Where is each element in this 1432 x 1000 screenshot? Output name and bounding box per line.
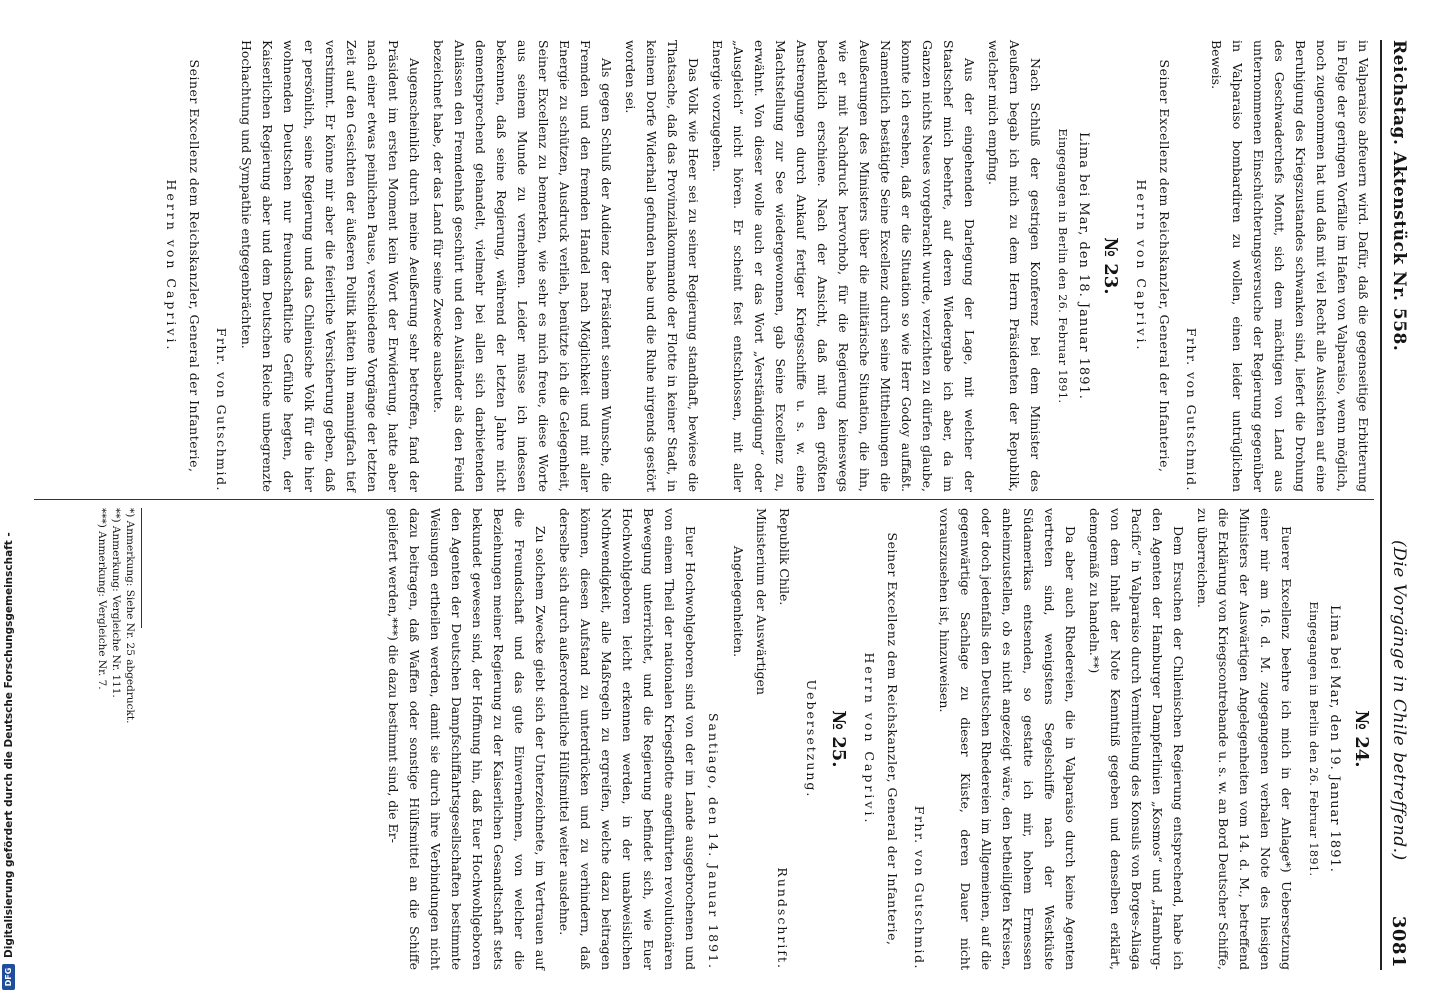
document-number: № 25. xyxy=(828,710,849,768)
circular-label: Rundschrift. xyxy=(775,867,790,970)
paragraph: Da aber auch Rhedereien, die in Valparaiso durch keine Agenten vertreten sind, wenigstens Segelschiffe nach der Westküste Südamerikas entsenden, so gestatte ich mir, hohem Ermessen anheimzustellen, ob es nicht angezeigt wäre, den betheiligten Kreisen, oder doch jedenfalls den Deutschen Rhedereien im Allgemeinen, auf die gegenwärtige Sachlage zu dieser Küste, deren Dauer nicht vorauszusehen ist, hinzuweisen. xyxy=(937,508,1078,970)
footnote: ***) Anmerkung: Vergleiche Nr. 7. xyxy=(96,508,108,690)
paragraph: Aus der eingehenden Darlegung der Lage, mit welcher der Staatschef mich beehrte, auf deren Wiedergabe ich aber, da im Ganzen nichts Neues vorgebracht wurde, verzichten zu dürfen glaube, konnte ich ersehen, daß er die Situation so wie Herr Godoy auffaßt. Namentlich bestätigte Seine Excellenz durch seine Mittheilungen die Aeußerungen des Ministers über die militärische Situation, die ihn, wie er mit Nachdruck hervorhob, für die Regierung keineswegs bedenklich erschiene. Nach der Ansicht, daß mit den größten Anstrengungen durch Ankauf fertiger Kriegsschiffe u. s. w. eine Machtstellung zur See wiedergewonnen, gab Seine Excellenz zu, erwähnt. Von dieser wolle auch er das Wort „Verständigung“ oder „Ausgleich“ nicht hören. Er scheint fest entschlossen, mit aller Energie vorzugehen. xyxy=(710,40,977,492)
right-column xyxy=(380,508,1374,970)
footnote: **) Anmerkung: Vergleiche Nr. 111. xyxy=(110,508,122,698)
paragraph: Nach Schluß der gestrigen Konferenz bei dem Minister des Aeußern begab ich mich zu dem Herrn Präsidenten der Republik, welcher mich empfing. xyxy=(986,40,1043,492)
letterhead xyxy=(726,508,795,970)
paragraph: Euerer Excellenz beehre ich mich in der Anlage*) Uebersetzung einer mir am 16. d. M. zugegangenen verbalen Note des hiesigen Ministers der Auswärtigen Angelegenheiten vom 14. d. M., betreffend die Erklärung von Kriegscontrebande u. s. w. an Bord Deutscher Schiffe, zu überreichen. xyxy=(1195,508,1294,970)
paragraph: Als gegen Schluß der Audienz der Präsident seinem Wunsche, die Fremden und den fremden Handel nach Möglichkeit und mit aller Energie zu schützen, Ausdruck verlieh, benützte ich die Gelegenheit, Seiner Excellenz zu bemerken, wie sehr es mich freue, diese Worte aus seinem Munde zu vernehmen. Leider müsse ich indessen bekennen, daß seine Regierung, während der letzten Jahre nicht dementsprechend gehandelt, vielmehr bei allen sich darbietenden Anlässen den Fremdenhaß geschürt und den Ausländer als den Feind bezeichnet habe, der das Land für seine Zwecke ausbeute. xyxy=(431,40,614,492)
paragraph: in Valparaiso abfeuern wird. Dafür, daß die gegenseitige Erbitterung in Folge der geringen Vorfälle im Hafen von Valparaiso, wenn möglich, noch zugenommen hat und daß mit viel Recht alle Aussichten auf eine Beruhigung des Kriegszustandes schwanken sind, liefert die Drohung des Geschwaderchefs Montt, sich dem mächtigen von Land aus unternommenen Einschüchterungsversuche der Regierung gegenüber in Valparaiso bombardiren zu wollen, einen leider untrüglichen Beweis. xyxy=(1209,40,1371,492)
document-number: № 24. xyxy=(1351,710,1372,768)
footnote: *) Anmerkung: Siehe Nr. 25 abgedruckt. xyxy=(124,508,136,724)
digitization-credit xyxy=(0,0,20,1000)
ministry-label: Ministerium der Auswärtigen xyxy=(754,508,769,695)
section-heading: Uebersetzung. xyxy=(804,679,819,799)
signature: Frhr. von Gutschmid. xyxy=(1184,327,1199,492)
paragraph: Dem Ersuchen der Chilenischen Regierung entsprechend, habe ich den Agenten der Hamburger Dampferlinien „Kosmos“ und „Hamburg-Pacific“ in Valparaiso durch Vermittelung des Konsuls von Borges-Aliaga von dem Inhalt der Note Kenntniß gegeben und denselben erklärt, demgemäß zu handeln.**) xyxy=(1087,508,1186,970)
addressee: Seiner Excellenz dem Reichskanzler, General der Infanterie, xyxy=(187,59,202,473)
dateline: Lima bei Mar, den 18. Januar 1891. xyxy=(1076,132,1091,400)
running-head-subject: (Die Vorgänge in Chile betreffend.) xyxy=(1389,540,1409,861)
signature: Frhr. von Gutschmid. xyxy=(214,327,229,492)
addressee-name: Herrn von Caprivi. xyxy=(164,179,179,353)
paragraph: Euer Hochwohlgeboren sind von der im Lande ausgebrochenen und von einem Theil der nationalen Kriegsflotte angeführten revolutionären Bewegung unterrichtet, und die Regierung befindet sich, wie Euer Hochwohlgeboren leicht erkennen werden, in der unabweislichen Nothwendigkeit, alle Maßregeln zu ergreifen, welche dazu beitragen können, diesen Aufstand zu unterdrücken und zu verhindern, daß derselbe sich durch außerordentliche Hülfsmittel weiter ausdehne. xyxy=(557,508,698,970)
signature: Frhr. von Gutschmid. xyxy=(912,805,927,970)
dateline: Lima bei Mar, den 19. Januar 1891. xyxy=(1327,605,1342,873)
addressee-name: Herrn von Caprivi. xyxy=(1134,179,1149,353)
document-number: № 23. xyxy=(1100,237,1121,295)
running-head-title: Reichstag. Aktenstück Nr. 558. xyxy=(1389,40,1409,352)
credit-line xyxy=(2,0,15,990)
footnote-rule xyxy=(141,508,142,628)
addressee: Seiner Excellenz dem Reichskanzler, General der Infanterie, xyxy=(1157,59,1172,473)
paragraph: Das Volk wie Heer sei zu seiner Regierung standhaft, bewiese die Thatsache, daß das Provinzialkommando der Flotte in keiner Stadt, in keinem Dorfe Widerhall gefunden habe und die Ruhe nirgends gestört worden sei. xyxy=(623,40,701,492)
ministry-label-2: Angelegenheiten. xyxy=(731,545,746,658)
addressee: Seiner Excellenz dem Reichskanzler, General der Infanterie, xyxy=(885,532,900,946)
paragraph: Augenscheinlich durch meine Aeußerung sehr betroffen, fand der Präsident im ersten Moment kein Wort der Erwiderung, hatte aber nach einer etwas peinlichen Pause, verschiedene Vorgänge der letzten Zeit auf den Gesichten der äußeren Politik hätten ihn mannigfach tief verstimmt. Er könne mir aber die feierliche Versicherung geben, daß er persönlich, seine Regierung und das Chilenische Volk für die hier wohnenden Deutschen nur freundschaftliche Gefühle hegten, der Kaiserlichen Regierung aber und dem Deutschen Reiche unbegrenzte Hochachtung und Sympathie entgegenbrächten. xyxy=(239,40,422,492)
republic-label: Republik Chile. xyxy=(777,508,792,606)
received-note: Eingegangen in Berlin den 26. Februar 1891. xyxy=(1307,601,1320,877)
running-head xyxy=(1384,40,1414,970)
addressee-name: Herrn von Caprivi. xyxy=(862,652,877,826)
page-number: 3081 xyxy=(1388,915,1410,968)
footnotes xyxy=(95,508,142,970)
left-column xyxy=(155,40,1374,492)
dateline: Santiago, den 14. Januar 1891. xyxy=(706,712,721,970)
paragraph: Zu solchem Zwecke giebt sich der Unterzeichnete, im Vertrauen auf die Freundschaft und das gute Einvernehmen, von welcher die Beziehungen meiner Regierung zu der Kaiserlichen Gesandtschaft stets bekundet gewesen sind, der Hoffnung hin, daß Euer Hochwohlgeboren den Agenten der Deutschen Dampfschiffahrtsgesellschaften bestimmte Weisungen ertheilen werden, damit sie durch ihre Verbindungen nicht dazu beitragen, daß Waffen oder sonstige Hülfsmittel an die Schiffe geliefert werden,***) die dazu bestimmt sind, die Er- xyxy=(386,508,548,970)
header-rule xyxy=(1380,40,1382,970)
letterhead-sender xyxy=(726,508,795,695)
column-divider xyxy=(34,499,1374,500)
received-note: Eingegangen in Berlin den 26. Februar 1891. xyxy=(1056,128,1069,404)
dfg-logo-icon: DFG xyxy=(2,964,15,990)
credit-text: Digitalisierung gefördert durch die Deutsche Forschungsgemeinschaft - xyxy=(2,532,15,958)
